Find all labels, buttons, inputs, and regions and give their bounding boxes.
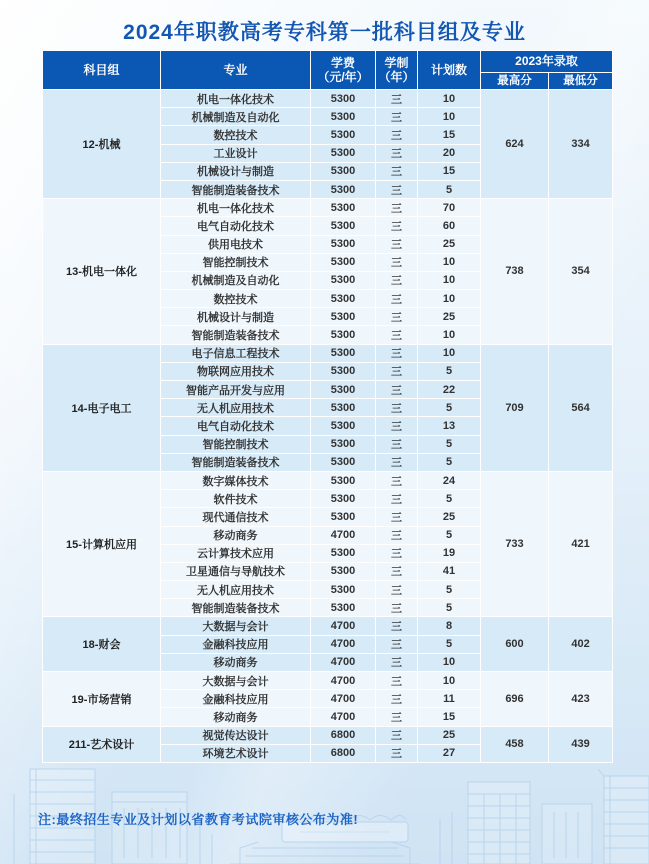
plan-count: 5	[418, 490, 481, 508]
tuition-value: 5300	[311, 308, 376, 326]
header-plan: 计划数	[418, 51, 481, 90]
duration-value: 三	[376, 471, 418, 489]
plan-count: 20	[418, 144, 481, 162]
duration-value: 三	[376, 162, 418, 180]
tuition-value: 5300	[311, 271, 376, 289]
major-name: 大数据与会计	[161, 672, 311, 690]
tuition-value: 4700	[311, 690, 376, 708]
plan-count: 5	[418, 453, 481, 471]
major-name: 智能制造装备技术	[161, 326, 311, 344]
max-score: 600	[481, 617, 549, 672]
plan-count: 5	[418, 399, 481, 417]
duration-value: 三	[376, 581, 418, 599]
tuition-value: 5300	[311, 180, 376, 198]
major-name: 无人机应用技术	[161, 581, 311, 599]
max-score: 709	[481, 344, 549, 471]
plan-count: 22	[418, 381, 481, 399]
table-row	[43, 471, 613, 489]
major-name: 移动商务	[161, 653, 311, 671]
major-name: 移动商务	[161, 526, 311, 544]
table-row	[43, 199, 613, 217]
duration-value: 三	[376, 599, 418, 617]
duration-value: 三	[376, 90, 418, 108]
major-name: 金融科技应用	[161, 635, 311, 653]
plan-count: 41	[418, 562, 481, 580]
major-name: 机电一体化技术	[161, 90, 311, 108]
plan-count: 24	[418, 471, 481, 489]
duration-value: 三	[376, 199, 418, 217]
major-name: 智能控制技术	[161, 435, 311, 453]
tuition-value: 5300	[311, 471, 376, 489]
major-name: 电气自动化技术	[161, 217, 311, 235]
tuition-value: 5300	[311, 599, 376, 617]
major-name: 智能制造装备技术	[161, 599, 311, 617]
tuition-value: 4700	[311, 653, 376, 671]
tuition-value: 4700	[311, 672, 376, 690]
max-score: 733	[481, 471, 549, 617]
major-name: 视觉传达设计	[161, 726, 311, 744]
min-score: 354	[549, 199, 613, 345]
major-name: 卫星通信与导航技术	[161, 562, 311, 580]
duration-value: 三	[376, 271, 418, 289]
header-min-score: 最低分	[549, 73, 613, 90]
tuition-value: 5300	[311, 162, 376, 180]
table-row	[43, 672, 613, 690]
duration-value: 三	[376, 108, 418, 126]
tuition-value: 5300	[311, 290, 376, 308]
duration-value: 三	[376, 235, 418, 253]
tuition-value: 5300	[311, 417, 376, 435]
major-name: 智能产品开发与应用	[161, 381, 311, 399]
major-name: 软件技术	[161, 490, 311, 508]
min-score: 334	[549, 90, 613, 199]
plan-count: 25	[418, 308, 481, 326]
duration-value: 三	[376, 690, 418, 708]
major-name: 物联网应用技术	[161, 362, 311, 380]
page-title: 2024年职教高考专科第一批科目组及专业	[123, 21, 526, 44]
min-score: 421	[549, 471, 613, 617]
duration-value: 三	[376, 381, 418, 399]
duration-value: 三	[376, 508, 418, 526]
tuition-value: 5300	[311, 544, 376, 562]
table-row	[43, 90, 613, 108]
duration-value: 三	[376, 653, 418, 671]
tuition-value: 5300	[311, 253, 376, 271]
tuition-value: 5300	[311, 144, 376, 162]
plan-count: 5	[418, 362, 481, 380]
footer-note: 注:最终招生专业及计划以省教育考试院审核公布为准!	[38, 812, 359, 827]
group-name: 19-市场营销	[43, 672, 161, 727]
tuition-value: 5300	[311, 217, 376, 235]
major-name: 智能制造装备技术	[161, 453, 311, 471]
header-duration-line1: 学制	[384, 55, 409, 70]
plan-count: 10	[418, 271, 481, 289]
tuition-value: 5300	[311, 199, 376, 217]
major-name: 数控技术	[161, 290, 311, 308]
header-duration-line2: （年）	[378, 70, 415, 84]
duration-value: 三	[376, 635, 418, 653]
plan-count: 10	[418, 672, 481, 690]
major-name: 供用电技术	[161, 235, 311, 253]
major-name: 金融科技应用	[161, 690, 311, 708]
table-body	[43, 90, 613, 763]
tuition-value: 5300	[311, 90, 376, 108]
tuition-value: 5300	[311, 490, 376, 508]
plan-count: 5	[418, 599, 481, 617]
tuition-value: 5300	[311, 435, 376, 453]
duration-value: 三	[376, 399, 418, 417]
plan-count: 10	[418, 326, 481, 344]
plan-count: 60	[418, 217, 481, 235]
plan-count: 15	[418, 162, 481, 180]
max-score: 696	[481, 672, 549, 727]
plan-count: 25	[418, 508, 481, 526]
duration-value: 三	[376, 562, 418, 580]
table-header	[43, 51, 613, 90]
plan-count: 5	[418, 180, 481, 198]
tuition-value: 4700	[311, 708, 376, 726]
group-name: 211-艺术设计	[43, 726, 161, 762]
major-name: 环境艺术设计	[161, 744, 311, 762]
major-name: 机械制造及自动化	[161, 108, 311, 126]
major-name: 电气自动化技术	[161, 417, 311, 435]
plan-count: 13	[418, 417, 481, 435]
duration-value: 三	[376, 290, 418, 308]
duration-value: 三	[376, 362, 418, 380]
plan-count: 25	[418, 726, 481, 744]
plan-count: 10	[418, 90, 481, 108]
plan-count: 10	[418, 108, 481, 126]
plan-count: 10	[418, 344, 481, 362]
duration-value: 三	[376, 326, 418, 344]
header-admission-2023: 2023年录取	[481, 51, 613, 73]
duration-value: 三	[376, 435, 418, 453]
tuition-value: 5300	[311, 453, 376, 471]
plan-count: 70	[418, 199, 481, 217]
duration-value: 三	[376, 453, 418, 471]
duration-value: 三	[376, 544, 418, 562]
plan-count: 15	[418, 708, 481, 726]
duration-value: 三	[376, 708, 418, 726]
duration-value: 三	[376, 308, 418, 326]
min-score: 423	[549, 672, 613, 727]
group-name: 12-机械	[43, 90, 161, 199]
major-name: 无人机应用技术	[161, 399, 311, 417]
plan-count: 10	[418, 253, 481, 271]
group-name: 18-财会	[43, 617, 161, 672]
max-score: 458	[481, 726, 549, 762]
duration-value: 三	[376, 744, 418, 762]
major-name: 机电一体化技术	[161, 199, 311, 217]
tuition-value: 5300	[311, 362, 376, 380]
major-name: 大数据与会计	[161, 617, 311, 635]
tuition-value: 5300	[311, 108, 376, 126]
header-duration	[376, 51, 418, 90]
min-score: 402	[549, 617, 613, 672]
max-score: 624	[481, 90, 549, 199]
duration-value: 三	[376, 344, 418, 362]
tuition-value: 4700	[311, 526, 376, 544]
major-name: 云计算技术应用	[161, 544, 311, 562]
plan-count: 5	[418, 435, 481, 453]
plan-count: 11	[418, 690, 481, 708]
major-name: 机械设计与制造	[161, 308, 311, 326]
tuition-value: 6800	[311, 744, 376, 762]
tuition-value: 5300	[311, 344, 376, 362]
plan-count: 15	[418, 126, 481, 144]
duration-value: 三	[376, 526, 418, 544]
group-name: 15-计算机应用	[43, 471, 161, 617]
plan-count: 5	[418, 581, 481, 599]
duration-value: 三	[376, 672, 418, 690]
header-major: 专业	[161, 51, 311, 90]
major-name: 智能制造装备技术	[161, 180, 311, 198]
major-name: 机械制造及自动化	[161, 271, 311, 289]
tuition-value: 6800	[311, 726, 376, 744]
major-name: 智能控制技术	[161, 253, 311, 271]
tuition-value: 5300	[311, 399, 376, 417]
duration-value: 三	[376, 253, 418, 271]
max-score: 738	[481, 199, 549, 345]
group-name: 14-电子电工	[43, 344, 161, 471]
plan-count: 10	[418, 290, 481, 308]
duration-value: 三	[376, 144, 418, 162]
tuition-value: 5300	[311, 235, 376, 253]
tuition-value: 5300	[311, 326, 376, 344]
plan-count: 10	[418, 653, 481, 671]
duration-value: 三	[376, 617, 418, 635]
duration-value: 三	[376, 217, 418, 235]
header-tuition-line2: （元/年）	[317, 70, 369, 84]
plan-count: 5	[418, 635, 481, 653]
tuition-value: 5300	[311, 381, 376, 399]
plan-count: 25	[418, 235, 481, 253]
header-tuition	[311, 51, 376, 90]
tuition-value: 5300	[311, 508, 376, 526]
min-score: 439	[549, 726, 613, 762]
tuition-value: 5300	[311, 562, 376, 580]
tuition-value: 4700	[311, 635, 376, 653]
tuition-value: 4700	[311, 617, 376, 635]
duration-value: 三	[376, 180, 418, 198]
admissions-table	[42, 50, 613, 763]
plan-count: 8	[418, 617, 481, 635]
header-tuition-line1: 学费	[330, 55, 355, 70]
major-name: 电子信息工程技术	[161, 344, 311, 362]
major-name: 数字媒体技术	[161, 471, 311, 489]
group-name: 13-机电一体化	[43, 199, 161, 345]
major-name: 机械设计与制造	[161, 162, 311, 180]
duration-value: 三	[376, 126, 418, 144]
table-row	[43, 617, 613, 635]
plan-count: 27	[418, 744, 481, 762]
duration-value: 三	[376, 726, 418, 744]
table-row	[43, 726, 613, 744]
tuition-value: 5300	[311, 581, 376, 599]
min-score: 564	[549, 344, 613, 471]
tuition-value: 5300	[311, 126, 376, 144]
plan-count: 5	[418, 526, 481, 544]
header-group: 科目组	[43, 51, 161, 90]
major-name: 现代通信技术	[161, 508, 311, 526]
plan-count: 19	[418, 544, 481, 562]
table-row	[43, 344, 613, 362]
major-name: 移动商务	[161, 708, 311, 726]
header-max-score: 最高分	[481, 73, 549, 90]
duration-value: 三	[376, 417, 418, 435]
duration-value: 三	[376, 490, 418, 508]
major-name: 工业设计	[161, 144, 311, 162]
major-name: 数控技术	[161, 126, 311, 144]
